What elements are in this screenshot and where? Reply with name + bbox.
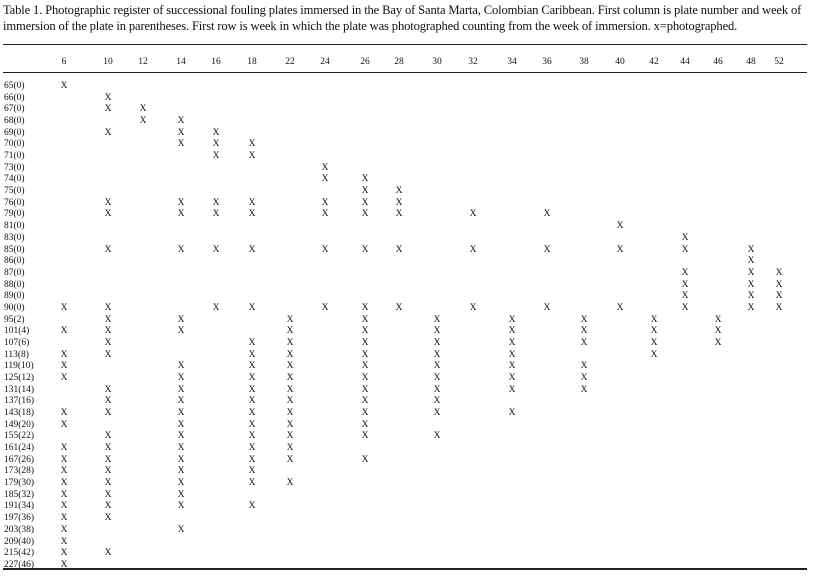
- photographed-mark: X: [433, 384, 441, 395]
- plate-label: 90(0): [4, 302, 25, 313]
- photographed-mark: X: [177, 116, 185, 127]
- photographed-mark: X: [650, 314, 658, 325]
- photographed-mark: X: [60, 489, 68, 500]
- plate-label: 74(0): [4, 174, 25, 185]
- photographed-mark: X: [212, 151, 220, 162]
- week-header-44: 44: [680, 57, 690, 67]
- photographed-mark: X: [177, 489, 185, 500]
- photographed-mark: X: [286, 419, 294, 430]
- photographed-mark: X: [508, 314, 516, 325]
- photographed-mark: X: [361, 174, 369, 185]
- photographed-mark: X: [681, 244, 689, 255]
- photographed-mark: X: [361, 186, 369, 197]
- photographed-mark: X: [508, 408, 516, 419]
- photographed-mark: X: [212, 197, 220, 208]
- photographed-mark: X: [286, 373, 294, 383]
- photographed-mark: X: [104, 454, 112, 465]
- photographed-mark: X: [60, 478, 68, 489]
- photographed-mark: X: [177, 361, 185, 372]
- photographed-mark: X: [361, 337, 369, 348]
- photographed-mark: X: [286, 408, 294, 419]
- photographed-mark: X: [104, 489, 112, 500]
- photographed-mark: X: [104, 302, 112, 313]
- photographed-mark: X: [104, 466, 112, 477]
- photographed-mark: X: [212, 127, 220, 138]
- photographed-mark: X: [60, 559, 68, 570]
- photographed-mark: X: [177, 466, 185, 477]
- photographed-mark: X: [104, 513, 112, 524]
- plate-label: 203(38): [4, 524, 35, 535]
- plate-label: 191(34): [4, 501, 35, 512]
- photographed-mark: X: [616, 244, 624, 255]
- photographed-mark: X: [248, 431, 256, 442]
- photographed-mark: X: [433, 373, 441, 383]
- photographed-mark: X: [104, 501, 112, 512]
- photographed-mark: X: [321, 162, 329, 173]
- week-header-36: 36: [542, 57, 552, 67]
- photographed-mark: X: [60, 419, 68, 430]
- photographed-mark: X: [177, 314, 185, 325]
- plate-label: 71(0): [4, 151, 25, 162]
- week-header-48: 48: [746, 57, 756, 67]
- photographed-mark: X: [775, 291, 783, 302]
- photographed-mark: X: [248, 501, 256, 512]
- photographed-mark: X: [104, 127, 112, 138]
- plate-label: 215(42): [4, 548, 35, 559]
- photographed-mark: X: [248, 302, 256, 313]
- photographed-mark: X: [104, 104, 112, 115]
- photographed-mark: X: [104, 326, 112, 337]
- plate-label: 173(28): [4, 466, 35, 477]
- photographed-mark: X: [177, 524, 185, 535]
- photographed-mark: X: [361, 419, 369, 430]
- photographed-mark: X: [286, 361, 294, 372]
- plate-label: 167(26): [4, 454, 35, 465]
- plate-label: 131(14): [4, 384, 35, 395]
- week-header-30: 30: [432, 57, 442, 67]
- photographed-mark: X: [747, 279, 755, 290]
- week-header-52: 52: [774, 57, 784, 67]
- week-header-34: 34: [507, 57, 517, 67]
- photographed-mark: X: [433, 326, 441, 337]
- plate-label: 113(8): [4, 349, 29, 360]
- week-header-26: 26: [360, 57, 370, 67]
- photographed-mark: X: [60, 466, 68, 477]
- photographed-mark: X: [60, 408, 68, 419]
- photographed-mark: X: [248, 454, 256, 465]
- photographed-mark: X: [286, 384, 294, 395]
- photographed-mark: X: [60, 349, 68, 360]
- photographed-mark: X: [580, 361, 588, 372]
- photographed-mark: X: [104, 478, 112, 489]
- plate-label: 70(0): [4, 139, 25, 150]
- photographed-mark: X: [681, 232, 689, 243]
- photographed-mark: X: [395, 244, 403, 255]
- photographed-mark: X: [361, 384, 369, 395]
- plate-label: 95(2): [4, 314, 25, 325]
- photographed-mark: X: [248, 419, 256, 430]
- photographed-mark: X: [681, 279, 689, 290]
- photographed-mark: X: [650, 337, 658, 348]
- photographed-mark: X: [177, 197, 185, 208]
- photographed-mark: X: [433, 314, 441, 325]
- photographed-mark: X: [60, 548, 68, 559]
- photographed-mark: X: [616, 221, 624, 232]
- photographed-mark: X: [177, 501, 185, 512]
- plate-label: 155(22): [4, 431, 35, 442]
- photographed-mark: X: [60, 454, 68, 465]
- week-header-24: 24: [320, 57, 330, 67]
- photographed-mark: X: [361, 326, 369, 337]
- week-header-32: 32: [468, 57, 478, 67]
- photographed-mark: X: [508, 349, 516, 360]
- plate-label: 137(16): [4, 396, 35, 407]
- photographed-mark: X: [361, 454, 369, 465]
- photographed-mark: X: [104, 337, 112, 348]
- plate-label: 83(0): [4, 232, 25, 243]
- photographed-mark: X: [248, 373, 256, 383]
- photographed-mark: X: [248, 151, 256, 162]
- photographed-mark: X: [286, 443, 294, 454]
- photographed-mark: X: [248, 443, 256, 454]
- photographed-mark: X: [139, 116, 147, 127]
- photographed-mark: X: [361, 209, 369, 220]
- photographed-mark: X: [286, 396, 294, 407]
- photographed-mark: X: [104, 209, 112, 220]
- photographed-mark: X: [104, 92, 112, 103]
- photographed-mark: X: [714, 337, 722, 348]
- photographed-mark: X: [361, 302, 369, 313]
- week-header-18: 18: [247, 57, 257, 67]
- photographed-mark: X: [60, 373, 68, 383]
- photographed-mark: X: [139, 104, 147, 115]
- photographed-mark: X: [580, 326, 588, 337]
- photographed-mark: X: [543, 244, 551, 255]
- photographed-mark: X: [361, 396, 369, 407]
- photographed-mark: X: [177, 478, 185, 489]
- photographed-mark: X: [361, 314, 369, 325]
- photographed-mark: X: [60, 536, 68, 547]
- photographed-mark: X: [433, 431, 441, 442]
- plate-label: 79(0): [4, 209, 25, 220]
- photographed-mark: X: [104, 443, 112, 454]
- photographed-mark: X: [104, 349, 112, 360]
- plate-label: 197(36): [4, 513, 35, 524]
- photographed-mark: X: [395, 209, 403, 220]
- photographed-mark: X: [361, 197, 369, 208]
- photographed-mark: X: [361, 373, 369, 383]
- photographed-mark: X: [395, 186, 403, 197]
- photographed-mark: X: [60, 361, 68, 372]
- photographed-mark: X: [469, 302, 477, 313]
- photographed-mark: X: [543, 302, 551, 313]
- plate-label: 65(0): [4, 81, 25, 91]
- plate-label: 179(30): [4, 478, 35, 489]
- plate-label: 88(0): [4, 279, 25, 290]
- photographed-mark: X: [177, 396, 185, 407]
- photographed-mark: X: [433, 337, 441, 348]
- photographed-mark: X: [361, 431, 369, 442]
- photographed-mark: X: [104, 396, 112, 407]
- photographed-mark: X: [177, 244, 185, 255]
- photographed-mark: X: [177, 209, 185, 220]
- photographed-mark: X: [104, 197, 112, 208]
- plate-label: 85(0): [4, 244, 25, 255]
- photographed-mark: X: [469, 209, 477, 220]
- photographed-mark: X: [775, 267, 783, 278]
- photographed-mark: X: [177, 384, 185, 395]
- photographed-mark: X: [177, 373, 185, 383]
- photographed-mark: X: [104, 314, 112, 325]
- photographed-mark: X: [177, 419, 185, 430]
- photographed-mark: X: [321, 197, 329, 208]
- photographed-mark: X: [60, 513, 68, 524]
- photographed-mark: X: [248, 139, 256, 150]
- photographed-mark: X: [248, 337, 256, 348]
- photographed-mark: X: [177, 454, 185, 465]
- photographed-mark: X: [616, 302, 624, 313]
- photographed-mark: X: [469, 244, 477, 255]
- photographed-mark: X: [177, 326, 185, 337]
- week-header-6: 6: [61, 57, 67, 67]
- photographed-mark: X: [212, 209, 220, 220]
- photographed-mark: X: [508, 373, 516, 383]
- plate-label: 81(0): [4, 221, 25, 232]
- plate-label: 143(18): [4, 408, 35, 419]
- plate-label: 209(40): [4, 536, 35, 547]
- photographed-mark: X: [286, 314, 294, 325]
- photographed-mark: X: [177, 443, 185, 454]
- photographed-mark: X: [361, 349, 369, 360]
- photographed-mark: X: [60, 81, 68, 91]
- plate-label: 125(12): [4, 373, 35, 383]
- photographed-mark: X: [104, 408, 112, 419]
- photographed-mark: X: [104, 384, 112, 395]
- plate-label: 87(0): [4, 267, 25, 278]
- plate-label: 86(0): [4, 256, 25, 267]
- photographed-mark: X: [212, 302, 220, 313]
- photographed-mark: X: [681, 267, 689, 278]
- plate-label: 73(0): [4, 162, 25, 173]
- photographed-mark: X: [681, 302, 689, 313]
- photographed-mark: X: [747, 302, 755, 313]
- photographed-mark: X: [321, 209, 329, 220]
- week-header-38: 38: [579, 57, 589, 67]
- photographed-mark: X: [177, 431, 185, 442]
- plate-label: 67(0): [4, 104, 25, 115]
- photographed-mark: X: [248, 408, 256, 419]
- week-header-16: 16: [211, 57, 221, 67]
- week-header-12: 12: [138, 57, 148, 67]
- plate-label: 101(4): [4, 326, 30, 337]
- photographed-mark: X: [747, 244, 755, 255]
- week-header-40: 40: [615, 57, 625, 67]
- photographed-mark: X: [248, 384, 256, 395]
- plate-label: 76(0): [4, 197, 25, 208]
- photographed-mark: X: [248, 209, 256, 220]
- photographed-mark: X: [248, 361, 256, 372]
- photographed-mark: X: [286, 326, 294, 337]
- photographed-mark: X: [104, 244, 112, 255]
- photographed-mark: X: [747, 256, 755, 267]
- week-header-46: 46: [713, 57, 723, 67]
- plate-label: 119(10): [4, 361, 34, 372]
- plate-label: 89(0): [4, 291, 25, 302]
- photographed-mark: X: [60, 302, 68, 313]
- photographed-mark: X: [747, 267, 755, 278]
- photographed-mark: X: [286, 478, 294, 489]
- photographed-mark: X: [286, 337, 294, 348]
- photographed-mark: X: [248, 396, 256, 407]
- week-header-10: 10: [103, 57, 113, 67]
- photographed-mark: X: [321, 302, 329, 313]
- photographed-mark: X: [248, 349, 256, 360]
- plate-label: 149(20): [4, 419, 35, 430]
- photographed-mark: X: [321, 244, 329, 255]
- photographed-mark: X: [433, 349, 441, 360]
- photographed-mark: X: [361, 408, 369, 419]
- plate-label: 69(0): [4, 127, 25, 138]
- photographed-mark: X: [104, 548, 112, 559]
- photographed-mark: X: [212, 244, 220, 255]
- photographed-mark: X: [508, 384, 516, 395]
- photographed-mark: X: [248, 197, 256, 208]
- photographed-mark: X: [775, 302, 783, 313]
- photographed-mark: X: [321, 174, 329, 185]
- photographed-mark: X: [286, 431, 294, 442]
- photographed-mark: X: [650, 326, 658, 337]
- photographed-mark: X: [177, 139, 185, 150]
- plate-label: 107(6): [4, 337, 30, 348]
- photographed-mark: X: [433, 408, 441, 419]
- photographed-mark: X: [543, 209, 551, 220]
- week-header-42: 42: [649, 57, 659, 67]
- table-caption: Table 1. Photographic register of successional fouling plates immersed in the Bay of Santa Marta, Colombian Caribbean. First column is plate number and week of immersion of the plate in parentheses. First row is week in which the plate was photographed counting from the week of immersion. x=photographed.: [3, 3, 802, 33]
- plate-label: 161(24): [4, 443, 35, 454]
- photographed-mark: X: [433, 396, 441, 407]
- photographed-mark: X: [248, 244, 256, 255]
- photographed-mark: X: [580, 314, 588, 325]
- photographed-mark: X: [286, 349, 294, 360]
- photographed-mark: X: [60, 501, 68, 512]
- photographed-mark: X: [580, 337, 588, 348]
- plate-label: 185(32): [4, 489, 35, 500]
- photographed-mark: X: [60, 326, 68, 337]
- photographed-mark: X: [747, 291, 755, 302]
- photographed-mark: X: [650, 349, 658, 360]
- photographed-mark: X: [433, 361, 441, 372]
- week-header-22: 22: [285, 57, 295, 67]
- photographed-mark: X: [177, 127, 185, 138]
- photographed-mark: X: [395, 197, 403, 208]
- photographed-mark: X: [212, 139, 220, 150]
- photographed-mark: X: [508, 326, 516, 337]
- photographed-mark: X: [60, 524, 68, 535]
- plate-label: 75(0): [4, 186, 25, 197]
- plate-label: 227(46): [4, 559, 35, 570]
- photographed-mark: X: [361, 244, 369, 255]
- photographed-mark: X: [714, 326, 722, 337]
- photographed-mark: X: [248, 478, 256, 489]
- photographed-mark: X: [714, 314, 722, 325]
- photographed-mark: X: [60, 443, 68, 454]
- photographed-mark: X: [580, 384, 588, 395]
- photographed-mark: X: [508, 337, 516, 348]
- photographed-mark: X: [775, 279, 783, 290]
- plate-label: 66(0): [4, 92, 25, 103]
- photographed-mark: X: [248, 466, 256, 477]
- photographed-mark: X: [104, 431, 112, 442]
- photographed-mark: X: [580, 373, 588, 383]
- photographed-mark: X: [508, 361, 516, 372]
- photographed-mark: X: [177, 408, 185, 419]
- photographed-mark: X: [286, 454, 294, 465]
- photographed-mark: X: [361, 361, 369, 372]
- photographed-mark: X: [395, 302, 403, 313]
- plate-label: 68(0): [4, 116, 25, 127]
- photographed-mark: X: [681, 291, 689, 302]
- week-header-28: 28: [394, 57, 404, 67]
- week-header-14: 14: [176, 57, 186, 67]
